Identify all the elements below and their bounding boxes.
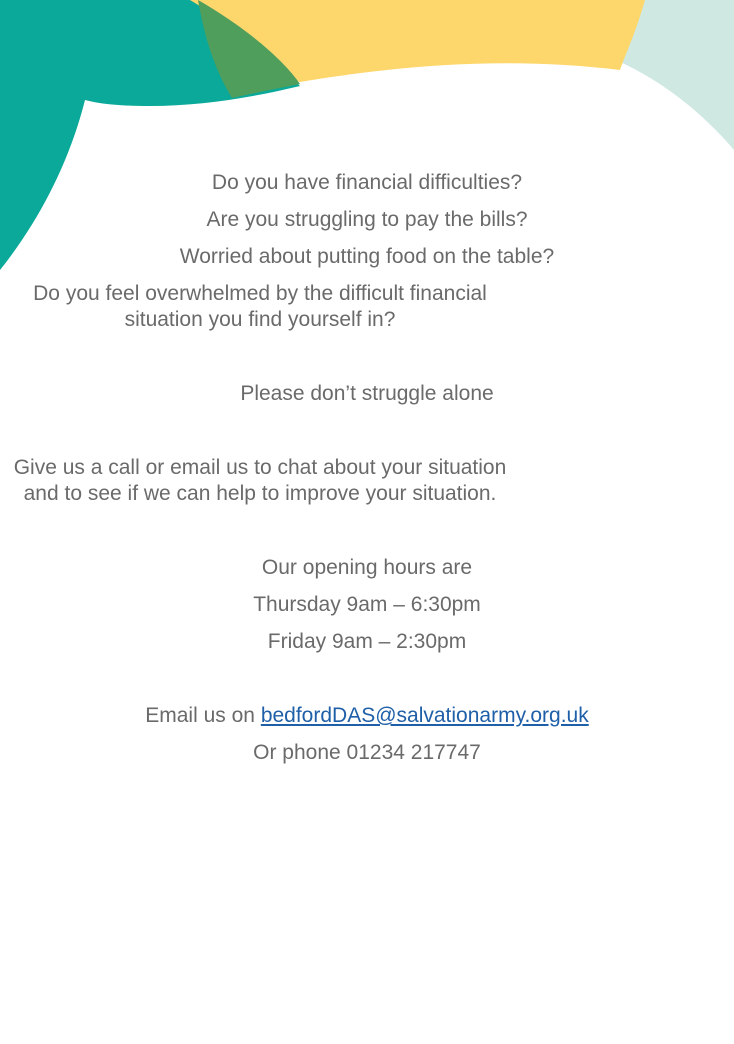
- question-text: Worried about putting food on the table?: [179, 245, 555, 268]
- call-to-action-text: Give us a call or email us to chat about your situation and to see if we can help to improve your situation.: [13, 456, 507, 505]
- phone-line: Or phone 01234 217747: [253, 741, 481, 764]
- thursday-hours: Thursday 9am – 6:30pm: [253, 593, 481, 616]
- encouragement-text: Please don’t struggle alone: [240, 382, 494, 405]
- email-prefix: Email us on: [145, 704, 261, 727]
- question-text: Do you have financial difficulties?: [211, 171, 523, 194]
- question-text: Do you feel overwhelmed by the difficult financial situation you find yourself in?: [33, 282, 487, 331]
- email-link[interactable]: bedfordDAS@salvationarmy.org.uk: [260, 704, 589, 727]
- friday-hours: Friday 9am – 2:30pm: [267, 630, 467, 653]
- flyer-body: [0, 170, 734, 766]
- opening-hours-heading: Our opening hours are: [261, 556, 473, 579]
- email-line: [0, 703, 734, 729]
- question-text: Are you struggling to pay the bills?: [206, 208, 528, 231]
